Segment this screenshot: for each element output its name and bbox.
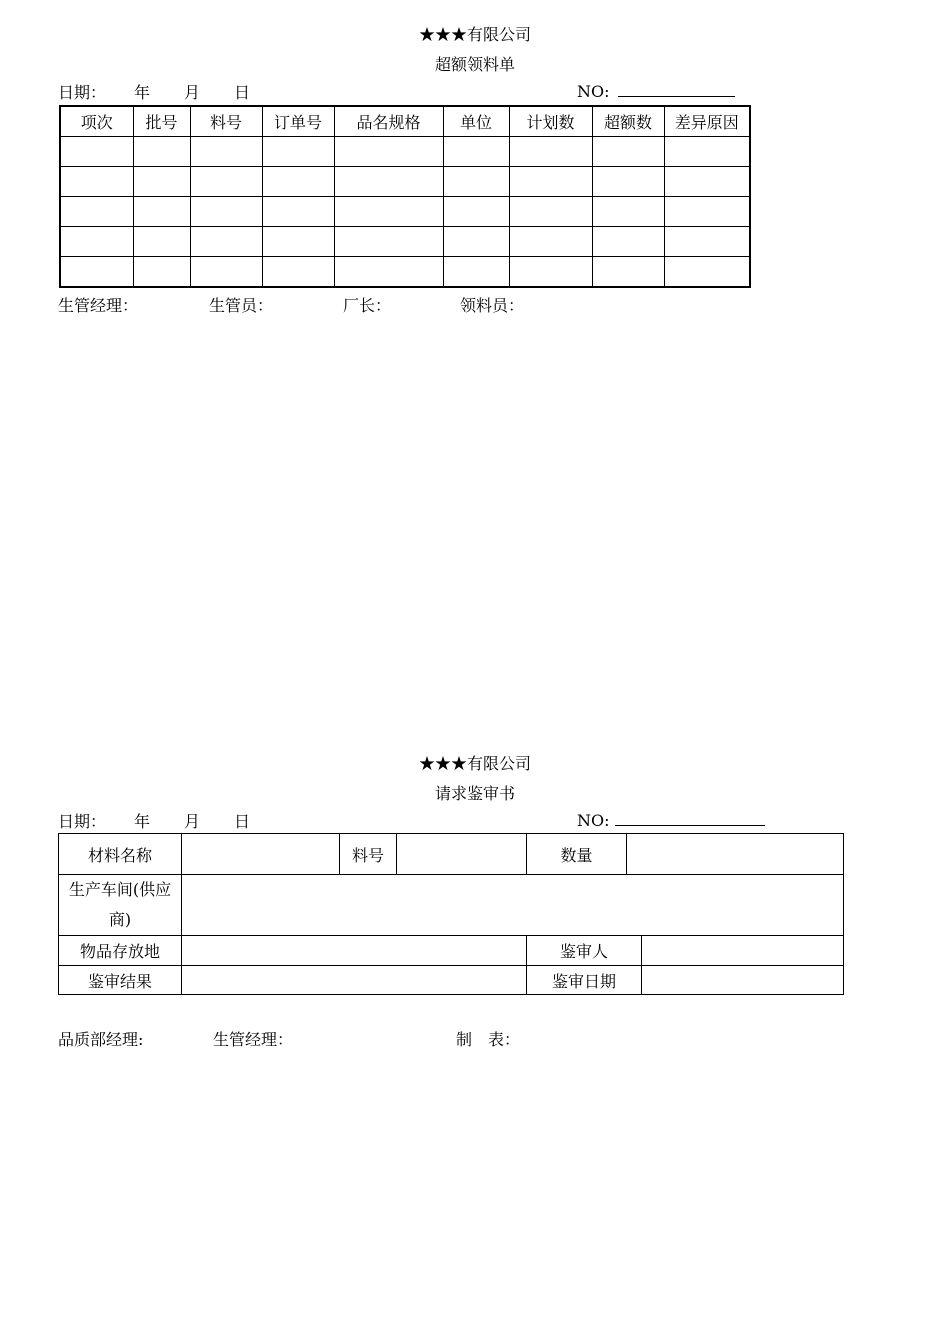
result-label: 鉴审结果 [59,966,182,995]
table-cell[interactable] [262,227,334,257]
table-cell[interactable] [190,227,262,257]
workshop-field[interactable] [182,875,844,936]
header-name-spec: 品名规格 [334,106,443,137]
table-cell[interactable] [190,197,262,227]
form1-no-underline [618,82,735,97]
quantity-field[interactable] [627,834,844,875]
header-order-no: 订单号 [262,106,334,137]
table-cell[interactable] [592,227,664,257]
workshop-label [59,875,182,936]
form2-sign-maker: 制 表： [456,1030,521,1049]
form1-sign-receiver: 领料员： [460,296,525,315]
table-cell[interactable] [133,227,190,257]
header-part-no: 料号 [190,106,262,137]
header-planned: 计划数 [509,106,592,137]
form2-year-label: 年 [134,812,151,831]
table-cell[interactable] [334,227,443,257]
form1-sign-clerk: 生管员： [209,296,274,315]
result-field[interactable] [182,966,527,995]
table-row [59,966,844,995]
form2-no-field [577,811,765,830]
form2-table [58,833,844,995]
table-cell[interactable] [443,227,509,257]
table-cell[interactable] [262,137,334,167]
table-cell[interactable] [592,137,664,167]
material-name-label: 材料名称 [59,834,182,875]
material-no-label: 料号 [340,834,397,875]
form1-day-label: 日 [234,83,251,102]
form2-title: 请求鉴审书 [434,784,515,803]
form1-table [59,105,751,288]
table-cell[interactable] [190,137,262,167]
form2-day-label: 日 [234,812,251,831]
table-cell[interactable] [60,197,133,227]
table-row [60,197,750,227]
form1-header-row [60,106,750,137]
table-cell[interactable] [262,197,334,227]
table-cell[interactable] [190,167,262,197]
form2-company: ★★★有限公司 [418,754,531,773]
workshop-label-line2: 商) [108,910,132,929]
table-cell[interactable] [60,167,133,197]
form1-sign-director: 厂长： [343,296,392,315]
table-row [60,167,750,197]
table-cell[interactable] [664,257,750,288]
table-cell[interactable] [133,257,190,288]
header-item: 项次 [60,106,133,137]
table-row [59,834,844,875]
table-row [60,227,750,257]
header-unit: 单位 [443,106,509,137]
table-cell[interactable] [664,227,750,257]
table-cell[interactable] [664,137,750,167]
reviewer-label: 鉴审人 [527,936,642,966]
storage-field[interactable] [182,936,527,966]
table-cell[interactable] [334,167,443,197]
table-row [60,257,750,288]
storage-label: 物品存放地 [59,936,182,966]
table-cell[interactable] [592,197,664,227]
form2-sign-manager: 生管经理： [213,1030,294,1049]
table-cell[interactable] [133,167,190,197]
table-cell[interactable] [443,257,509,288]
table-cell[interactable] [334,197,443,227]
table-cell[interactable] [334,137,443,167]
table-cell[interactable] [190,257,262,288]
table-row [60,137,750,167]
table-cell[interactable] [592,167,664,197]
material-name-field[interactable] [182,834,340,875]
quantity-label: 数量 [527,834,627,875]
form2-date-label: 日期： [58,812,107,831]
table-cell[interactable] [509,227,592,257]
form1-year-label: 年 [134,83,151,102]
form1-month-label: 月 [184,83,201,102]
table-cell[interactable] [60,137,133,167]
form1-no-field [577,82,735,101]
reviewer-field[interactable] [642,936,844,966]
form1-date-label: 日期： [58,83,107,102]
form1-no-label: NO: [577,82,610,101]
table-cell[interactable] [509,137,592,167]
table-cell[interactable] [592,257,664,288]
table-cell[interactable] [334,257,443,288]
form1-title: 超额领料单 [434,55,515,74]
header-excess: 超额数 [592,106,664,137]
table-cell[interactable] [443,167,509,197]
form2-no-underline [615,811,765,826]
table-cell[interactable] [509,257,592,288]
table-row [59,875,844,936]
form1-sign-manager: 生管经理： [58,296,139,315]
table-row [59,936,844,966]
header-batch: 批号 [133,106,190,137]
table-cell[interactable] [664,197,750,227]
table-cell[interactable] [664,167,750,197]
table-cell[interactable] [443,197,509,227]
form2-month-label: 月 [184,812,201,831]
review-date-field[interactable] [642,966,844,995]
table-cell[interactable] [60,227,133,257]
table-cell[interactable] [60,257,133,288]
form2-no-label: NO: [577,811,610,830]
form2-sign-quality: 品质部经理: [58,1030,144,1049]
table-cell[interactable] [262,167,334,197]
table-cell[interactable] [443,137,509,167]
header-reason: 差异原因 [664,106,750,137]
form1-company: ★★★有限公司 [418,25,531,44]
workshop-label-line1: 生产车间(供应 [68,880,172,899]
table-cell[interactable] [509,197,592,227]
table-cell[interactable] [133,197,190,227]
table-cell[interactable] [133,137,190,167]
review-date-label: 鉴审日期 [527,966,642,995]
table-cell[interactable] [509,167,592,197]
material-no-field[interactable] [397,834,527,875]
table-cell[interactable] [262,257,334,288]
